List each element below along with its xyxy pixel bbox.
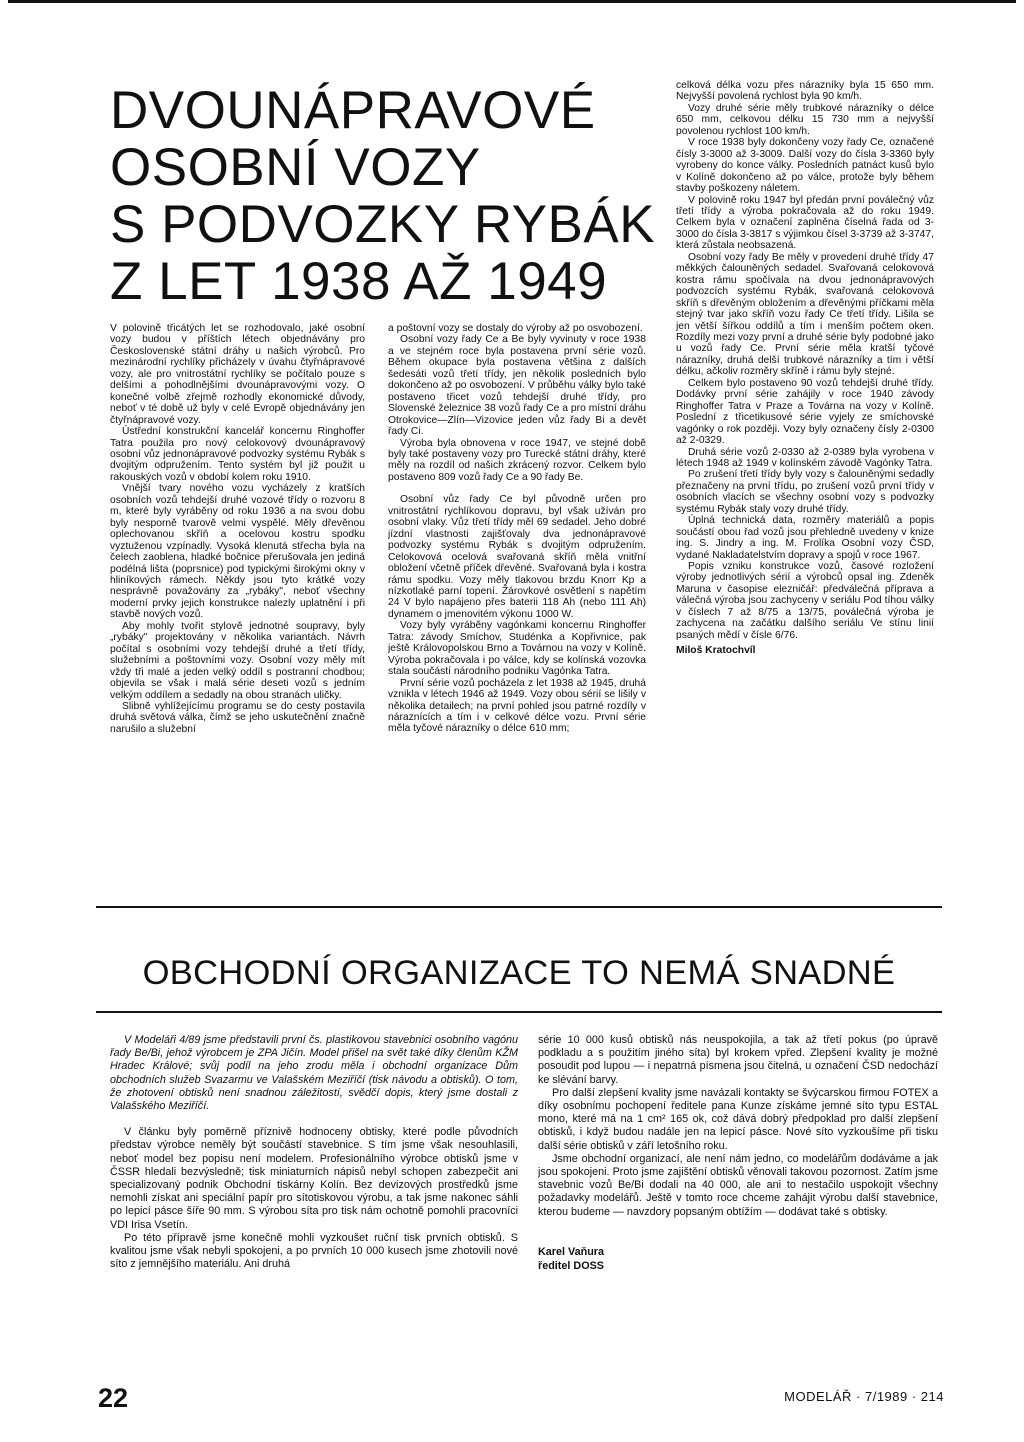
paragraph: Slibně vyhlížejícímu programu se do cesty postavila druhá světová válka, čímž se jeho uskutečnění značně narušilo a služební: [110, 700, 365, 735]
paragraph: První série vozů pocházela z let 1938 až 1945, druhá vznikla v létech 1946 až 1949. Vozy obou sérií se lišily v několika detailech; na první pohled jsou patrné rozdíly v náraznících a tím i v celkové délce vozu. První série měla tyčové nárazníky o délce 610 mm;: [388, 677, 646, 735]
intro-paragraph: V Modeláři 4/89 jsme představili první čs. plastikovou stavebnici osobního vagónu řady Be/Bi, jehož výrobcem je ZPA Jičín. Model přišel na svět také díky členům KŽM Hradec Králové; svůj podíl na jeho zrodu měla i obchodní organizace Dům obchodních služeb Svazarmu ve Valašském Meziříčí (tisk návodu a obtisků). O tom, že zhotovení obtisků není snadnou záležitostí, svědčí dopis, který jsme dostali z Valašského Meziříčí.: [110, 1034, 518, 1113]
article1-column-3: [676, 80, 934, 890]
section-rule-top: [96, 906, 942, 908]
paragraph: série 10 000 kusů obtisků nás neuspokojila, a tak až třetí pokus (po úpravě podkladu a s použitím jiného síta) byl krokem vpřed. Zlepšení kvality je možné posoudit pod lupou — i nepatrná písmena jsou čitelná, u označení ČSD nedochází ke slévání barvy.: [538, 1034, 938, 1086]
top-rule: [8, 0, 1016, 3]
article2-title: OBCHODNÍ ORGANIZACE TO NEMÁ SNADNÉ: [142, 954, 896, 992]
title-line-2: OSOBNÍ VOZY: [110, 138, 481, 197]
paragraph: Osobní vůz řady Ce byl původně určen pro vnitrostátní rychlíkovou dopravu, byl však užíván pro osobní vlaky. Vůz třetí třídy měl 69 sedadel. Jeho dobré jízdní vlastnosti zajišťovaly dva jednonápravové podvozky systému Rybák s dvojitým odpružením. Celokovová ocelová svařovaná skříň měla vnitřní obložení včetně příček dřevěné. Svařovaná byla i kostra rámu spodku. Vozy měly tlakovou brzdu Knorr Kp a nízkotlaké parní topení. Žárovkové osvětlení s napětím 24 V bylo napájeno přes baterii 118 Ah (nebo 111 Ah) dynamem o jmenovitém výkonu 1000 W.: [388, 494, 646, 620]
paragraph: V roce 1938 byly dokončeny vozy řady Ce, označené čísly 3-3000 až 3-3009. Další vozy do čísla 3-3360 byly vyrobeny do konce války. Posledních patnáct kusů bylo v Kolíně dokončeno až po válce, protože byly během stavby poškozeny náletem.: [676, 137, 934, 195]
paragraph: Jsme obchodní organizací, ale není nám jedno, co modelářům dodáváme a jak jsou spokojeni. Proto jsme zajištění obtisků věnovali takovou pozornost. Zatím jsme stavebnic vozů Be/Bi dodali na 40 000, ale ani to nestačilo uspokojit všechny požadavky modelářů. Ještě v tomto roce chceme zahájit výrobu další stavebnice, kterou budeme — navzdory popsaným obtížím — dodávat také s obtisky.: [538, 1152, 938, 1218]
paragraph: Aby mohly tvořit stylově jednotné soupravy, byly „rybáky" projektovány v několika variantách. Návrh počítal s osobními vozy tehdejší druhé a třetí třídy, služebními a poštovními vozy. Osobní vozy měly mít vždy tři malé a jeden velký oddíl s postranní chodbou; objevila se však i malá série deseti vozů s jedním velkým oddílem a sedadly na obou stranách uličky.: [110, 620, 365, 701]
title-line-1: DVOUNÁPRAVOVÉ: [110, 81, 596, 140]
paragraph: V polovině roku 1947 byl předán první poválečný vůz třetí třídy a výroba pokračovala až do roku 1949. Celkem byla v označení zaplněna číselná řada od 3-3000 do čísla 3-3817 s výjimkou čísel 3-3739 až 3-3747, která zůstala neobsazená.: [676, 194, 934, 252]
article1-column-2: [388, 323, 646, 890]
paragraph: a poštovní vozy se dostaly do výroby až po osvobození.: [388, 323, 643, 334]
title-line-4: Z LET 1938 AŽ 1949: [110, 252, 608, 311]
section-rule-bottom: [96, 1011, 942, 1013]
paragraph: Druhá série vozů 2-0330 až 2-0389 byla vyrobena v létech 1948 až 1949 v kolínském závodě Vagónky Tatra.: [676, 446, 934, 469]
paragraph: Po této přípravě jsme konečně mohli vyzkoušet ruční tisk prvních obtisků. S kvalitou jsme však nebyli spokojeni, a po prvních 10 000 kusech jsme zhotovili nové síto z jemnějšího materiálu. Ani druhá: [110, 1231, 518, 1271]
paragraph: Celkem bylo postaveno 90 vozů tehdejší druhé třídy. Dodávky první série zahájily v roce 1940 závody Ringhoffer Tatra v Praze a Továrna na vozy v Kolíně. Poslední z třicetikusové série vyjely ze smíchovské vagónky o rok později. Vozy byly označeny čísly 2-0300 až 2-0329.: [676, 377, 934, 447]
author-role: ředitel DOSS: [538, 1259, 604, 1272]
author-signature: Miloš Kratochvíl: [676, 645, 756, 657]
paragraph: Osobní vozy řady Ce a Be byly vyvinuty v roce 1938 a ve stejném roce byla postavena první série vozů. Během okupace byla postavena většina z dalších šedesáti vozů třetí třídy, jen několik posledních bylo dokončeno až po osvobození. V průběhu války bylo také postaveno třicet vozů tehdejší druhé třídy, pro Slovenské železnice 38 vozů řady Ce a pro místní dráhu Otrokovice—Zlín—Vizovice jeden vůz řady Bi a devět řady Ci.: [388, 334, 646, 438]
paragraph: Vozy druhé série měly trubkové nárazníky o délce 650 mm, celkovou délku 15 730 mm a nejvyšší povolenou rychlost 100 km/h.: [676, 102, 934, 137]
author-name: Karel Vaňura: [538, 1245, 605, 1258]
paragraph: Vozy byly vyráběny vagónkami koncernu Ringhoffer Tatra: závody Smíchov, Studénka a Kopřivnice, pak ještě Královopolskou Brno a Továrnou na vozy v Kolíně. Výroba pokračovala i po válce, kdy se kolínská vozovka stala součástí národního podniku Vagónka Tatra.: [388, 620, 646, 678]
paragraph: celková délka vozu přes nárazníky byla 15 650 mm. Nejvyšší povolená rychlost byla 90 km/h.: [676, 80, 934, 103]
paragraph: Vnější tvary nového vozu vycházely z kratších osobních vozů tehdejší druhé vozové třídy o rozvoru 8 m, které byly vyráběny od roku 1936 a na svou dobu byly nesporně tvarově velmi vyspělé. Měly dřevěnou oplechovanou skříň a ocelovou kostru spodku vyztuženou vzpínadly. Vysoká klenutá střecha byla na čelech zaoblena, hladké bočnice přerušovala jen jediná podélná lišta (poprsnice) pod typickými širokými okny v hliníkových rámech. Někdy jsou tyto krátké vozy nesprávně považovány za „rybáky", neboť všechny moderní prvky jejich konstrukce nalezly uplatnění i při stavbě nových vozů.: [110, 483, 365, 621]
article2-column-1: [110, 1034, 518, 1324]
author-signature: [538, 1245, 938, 1273]
issue-footer: MODELÁŘ · 7/1989 · 214: [784, 1389, 944, 1404]
paragraph: Ústřední konstrukční kancelář koncernu Ringhoffer Tatra použila pro nový celokovový dvounápravový osobní vůz jednonápravové podvozky systému Rybák s dvojitým odpružením. Tento systém byl již použit u rakouských vozů v období kolem roku 1910.: [110, 426, 365, 483]
paragraph: V článku byly poměrně příznivě hodnoceny obtisky, které podle původních představ výrobce neměly být součástí stavebnice. S tím jsme však nesouhlasili, neboť model bez popisu není modelem. Profesionálního výrobce obtisků jsme v ČSSR hledali bezvýsledně; tisk miniaturních nápisů nebyl schopen zabezpečit ani specializovaný podnik Obchodní tiskárny Kolín. Bez devizových prostředků jsme nemohli získat ani speciální papír pro sítotiskovou výrobu, a tak jsme nakonec sáhli po lepicí pásce šíře 90 mm. S výrobou síta pro tisk nám ochotně pomohli pracovníci VDI Irisa Vsetín.: [110, 1126, 518, 1231]
paragraph: Pro další zlepšení kvality jsme navázali kontakty se švýcarskou firmou FOTEX a díky osobnímu pochopení ředitele pana Kunze získáme jemné síto typu ESTAL mono, které má na 1 cm² 165 ok, což dává dobrý předpoklad pro další zlepšení obtisků, i když budou nadále jen na lepicí pásce. Nové síto vyzkoušíme při tisku další série obtisků v září letošního roku.: [538, 1086, 938, 1152]
paragraph: V polovině třicátých let se rozhodovalo, jaké osobní vozy budou v příštích létech objednávány pro Československé státní dráhy u našich výrobců. Pro mezinárodní rychlíky přicházely v úvahu čtyřnápravové vozy, ale pro vnitrostátní rychlíky se počítalo pouze s delšími a pohodlnějšími dvounápravovými vozy. O konečné volbě zřejmě rozhodly ekonomické důvody, neboť v té době už byly v celé Evropě objednávány jen čtyřnápravové vozy.: [110, 323, 365, 426]
article1-column-1: [110, 323, 365, 890]
paragraph: Osobní vozy řady Be měly v provedení druhé třídy 47 měkkých čalouněných sedadel. Svařovaná celokovová kostra rámu spočívala na dvou jednonápravových podvozcích systému Rybák, svařovaná celokovová skříň s dřevěným obložením a dřevěnými příčkami měla stejný tvar jako skříň vozu řady Ce třetí třídy. Lišila se jen větší šířkou oddílů a tím i menším počtem oken. Rozdíly mezi vozy první a druhé série byly podobné jako u vozů řady Ce. První série měla kratší tyčové nárazníky, druhá delší trubkové nárazníky a tím i větší délku, ačkoliv rozměry skříně i rámu byly stejné.: [676, 251, 934, 378]
paragraph: Po zrušení třetí třídy byly vozy s čalouněnými sedadly přeznačeny na první třídu, po zrušení vozů první třídy v osobních vlacích se všechny osobní vozy s podvozky systému Rybák staly vozy druhé třídy.: [676, 469, 934, 515]
page-number: 22: [98, 1383, 129, 1413]
title-line-3: S PODVOZKY RYBÁK: [110, 195, 656, 254]
paragraph: Popis vzniku konstrukce vozů, časové rozložení výroby jednotlivých sérií a výrobců opsal ing. Zdeněk Maruna v časopise elezničář: předválečná příprava a válečná výroba jsou zachyceny v seriálu Pod tíhou války v číslech 7 až 8/75 a 13/75, poválečná výroba je zachycena na začátku dalšího seriálu Ve stínu linií psaných mědí v čísle 6/76.: [676, 561, 934, 641]
article-title: [110, 81, 656, 311]
paragraph: Výroba byla obnovena v roce 1947, ve stejné době byly také postaveny vozy pro Turecké státní dráhy, které měly na rozdíl od našich zkrácený rozvor. Celkem bylo postaveno 809 vozů řady Ce a 90 řady Be.: [388, 437, 646, 483]
article2-column-2: [538, 1034, 938, 1324]
paragraph: Úplná technická data, rozměry materiálů a popis součástí obou řad vozů jsou přehledně uvedeny v knize ing. S. Jindry a ing. M. Frolíka Osobní vozy ČSD, vydané Nakladatelstvím dopravy a spojů v roce 1967.: [676, 515, 934, 561]
